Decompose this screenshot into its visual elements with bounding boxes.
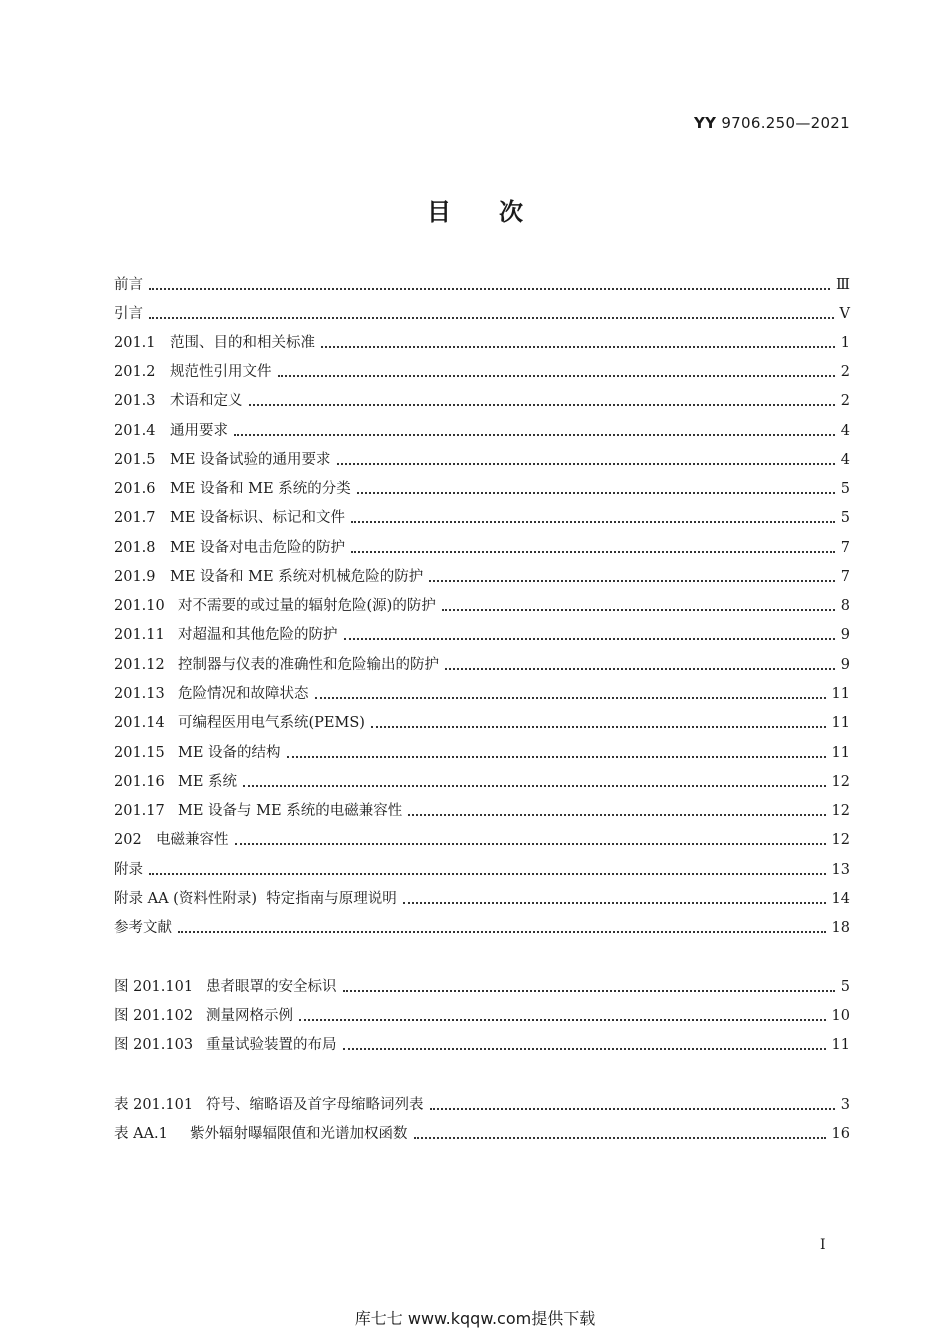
toc-entry-label: ME 设备标识、标记和文件 — [170, 510, 346, 526]
leader-dots — [351, 551, 835, 553]
toc-entry-number: 201.4 — [114, 423, 156, 439]
leader-dots — [315, 697, 826, 699]
download-footer: 库七七 www.kqqw.com提供下载 — [354, 1309, 596, 1328]
toc-entry-label: 对超温和其他危险的防护 — [178, 627, 338, 643]
toc-entry-page: 8 — [840, 598, 850, 614]
leader-dots — [344, 638, 835, 640]
toc-entry-number: 201.6 — [114, 481, 156, 497]
standard-code — [694, 114, 850, 132]
toc-entry-label: 附录 AA (资料性附录) 特定指南与原理说明 — [114, 891, 397, 907]
leader-dots — [351, 521, 835, 523]
figure-entry[interactable] — [114, 1005, 850, 1025]
toc-entry[interactable] — [114, 624, 850, 644]
toc-entry-number: 201.14 — [114, 715, 165, 731]
leader-dots — [149, 317, 834, 319]
toc-entry-page: 9 — [840, 627, 850, 643]
toc-entry-number: 201.10 — [114, 598, 165, 614]
toc-entry-page: Ⅲ — [836, 277, 850, 293]
toc-entry-page: 12 — [831, 803, 850, 819]
leader-dots — [249, 404, 835, 406]
table-entry[interactable] — [114, 1123, 850, 1143]
toc-entry-page: 11 — [831, 745, 850, 761]
table-entry-page: 16 — [831, 1126, 850, 1142]
toc-entry-label: 危险情况和故障状态 — [178, 686, 309, 702]
toc-entry-label: 控制器与仪表的准确性和危险输出的防护 — [178, 657, 439, 673]
toc-entry-page: 11 — [831, 715, 850, 731]
toc-entry-number: 201.9 — [114, 569, 156, 585]
leader-dots — [357, 492, 835, 494]
leader-dots — [321, 346, 835, 348]
leader-dots — [243, 785, 826, 787]
toc-entry-label: 电磁兼容性 — [156, 832, 229, 848]
toc-entry-page: 12 — [831, 832, 850, 848]
leader-dots — [235, 843, 826, 845]
table-entry-number: 表 201.101 — [114, 1097, 194, 1113]
toc-entry-label: 通用要求 — [170, 423, 228, 439]
toc-entry[interactable] — [114, 274, 850, 294]
leader-dots — [234, 434, 835, 436]
toc-entry-page: 4 — [840, 452, 850, 468]
leader-dots — [445, 668, 835, 670]
leader-dots — [430, 1108, 835, 1110]
page-number: I — [820, 1237, 826, 1253]
toc-entry-page: 7 — [840, 540, 850, 556]
figure-entry-label: 患者眼罩的安全标识 — [206, 979, 337, 995]
page-title: 目次 — [427, 198, 571, 226]
leader-dots — [149, 873, 826, 875]
figure-entry-number: 图 201.102 — [114, 1008, 194, 1024]
toc-entry[interactable] — [114, 449, 850, 469]
figure-entry-page: 10 — [831, 1008, 850, 1024]
toc-entry[interactable] — [114, 712, 850, 732]
table-entry-label: 符号、缩略语及首字母缩略词列表 — [206, 1097, 424, 1113]
toc-entry[interactable] — [114, 742, 850, 762]
toc-entry-page: 2 — [840, 393, 850, 409]
toc-entry[interactable] — [114, 537, 850, 557]
toc-entry[interactable] — [114, 683, 850, 703]
toc-entry-label: ME 设备与 ME 系统的电磁兼容性 — [178, 803, 403, 819]
toc-entry-label: ME 设备的结构 — [178, 745, 281, 761]
toc-entry-label: ME 设备和 ME 系统对机械危险的防护 — [170, 569, 424, 585]
toc-entry-label: 引言 — [114, 306, 143, 322]
figure-entry[interactable] — [114, 976, 850, 996]
figure-entry-label: 重量试验装置的布局 — [206, 1037, 337, 1053]
toc-entry[interactable] — [114, 829, 850, 849]
figure-entry-number: 图 201.101 — [114, 979, 194, 995]
toc-entry-number: 201.5 — [114, 452, 156, 468]
toc-entry-label: ME 系统 — [178, 774, 238, 790]
leader-dots — [371, 726, 826, 728]
standard-number: 9706.250—2021 — [721, 114, 850, 132]
toc-entry-number: 201.15 — [114, 745, 165, 761]
toc-entry-number: 202 — [114, 832, 142, 848]
toc-entry-label: ME 设备试验的通用要求 — [170, 452, 331, 468]
leader-dots — [343, 1048, 826, 1050]
toc-entry-page: 5 — [840, 510, 850, 526]
toc-entry-label: 前言 — [114, 277, 143, 293]
leader-dots — [403, 902, 826, 904]
toc-entry-page: Ⅴ — [839, 306, 850, 322]
toc-entry-label: 规范性引用文件 — [170, 364, 272, 380]
leader-dots — [442, 609, 835, 611]
toc-entry-number: 201.1 — [114, 335, 156, 351]
toc-entry-number: 201.7 — [114, 510, 156, 526]
table-entry-label: 紫外辐射曝辐限值和光谱加权函数 — [190, 1126, 408, 1142]
toc-entry[interactable] — [114, 771, 850, 791]
toc-entry-number: 201.17 — [114, 803, 165, 819]
leader-dots — [414, 1137, 826, 1139]
leader-dots — [408, 814, 825, 816]
toc-entry-label: ME 设备对电击危险的防护 — [170, 540, 346, 556]
toc-entry-page: 14 — [831, 891, 850, 907]
toc-entry-label: 附录 — [114, 862, 143, 878]
toc-entry-number: 201.2 — [114, 364, 156, 380]
figure-entry-label: 测量网格示例 — [206, 1008, 293, 1024]
leader-dots — [337, 463, 835, 465]
leader-dots — [299, 1019, 826, 1021]
toc-entry[interactable] — [114, 800, 850, 820]
leader-dots — [343, 990, 835, 992]
toc-entry-page: 18 — [831, 920, 850, 936]
toc-entry[interactable] — [114, 859, 850, 879]
toc-entry[interactable] — [114, 332, 850, 352]
toc-entry-page: 7 — [840, 569, 850, 585]
figure-entry[interactable] — [114, 1034, 850, 1054]
toc-entry-page: 5 — [840, 481, 850, 497]
toc-entry[interactable] — [114, 654, 850, 674]
toc-entry-number: 201.13 — [114, 686, 165, 702]
toc-entry-label: 对不需要的或过量的辐射危险(源)的防护 — [178, 598, 436, 614]
figure-entry-page: 11 — [831, 1037, 850, 1053]
toc-entry[interactable] — [114, 917, 850, 937]
toc-entry-label: ME 设备和 ME 系统的分类 — [170, 481, 351, 497]
toc-entry-page: 11 — [831, 686, 850, 702]
leader-dots — [287, 756, 826, 758]
toc-entry-label: 术语和定义 — [170, 393, 243, 409]
leader-dots — [178, 931, 826, 933]
standard-prefix: YY — [693, 114, 717, 132]
table-entry-number: 表 AA.1 — [114, 1126, 168, 1142]
toc-entry-page: 13 — [831, 862, 850, 878]
toc-entry-number: 201.3 — [114, 393, 156, 409]
toc-entry[interactable] — [114, 595, 850, 615]
table-entry[interactable] — [114, 1094, 850, 1114]
leader-dots — [149, 288, 830, 290]
toc-entry-page: 9 — [840, 657, 850, 673]
toc-entry-page: 1 — [840, 335, 850, 351]
toc-entry-label: 范围、目的和相关标准 — [170, 335, 315, 351]
toc-entry-number: 201.12 — [114, 657, 165, 673]
toc-entry[interactable] — [114, 420, 850, 440]
toc-entry-label: 可编程医用电气系统(PEMS) — [178, 715, 365, 731]
figure-entry-page: 5 — [840, 979, 850, 995]
toc-entry[interactable] — [114, 303, 850, 323]
toc-entry[interactable] — [114, 361, 850, 381]
toc-entry-label: 参考文献 — [114, 920, 172, 936]
toc-entry-number: 201.11 — [114, 627, 165, 643]
toc-entry-page: 12 — [831, 774, 850, 790]
leader-dots — [429, 580, 835, 582]
table-entry-page: 3 — [840, 1097, 850, 1113]
toc-entry-page: 4 — [840, 423, 850, 439]
toc-entry[interactable] — [114, 507, 850, 527]
figure-entry-number: 图 201.103 — [114, 1037, 194, 1053]
toc-entry[interactable] — [114, 478, 850, 498]
leader-dots — [278, 375, 835, 377]
toc-entry[interactable] — [114, 566, 850, 586]
toc-entry[interactable] — [114, 888, 850, 908]
toc-entry-number: 201.8 — [114, 540, 156, 556]
toc-entry-number: 201.16 — [114, 774, 165, 790]
toc-entry[interactable] — [114, 390, 850, 410]
toc-entry-page: 2 — [840, 364, 850, 380]
